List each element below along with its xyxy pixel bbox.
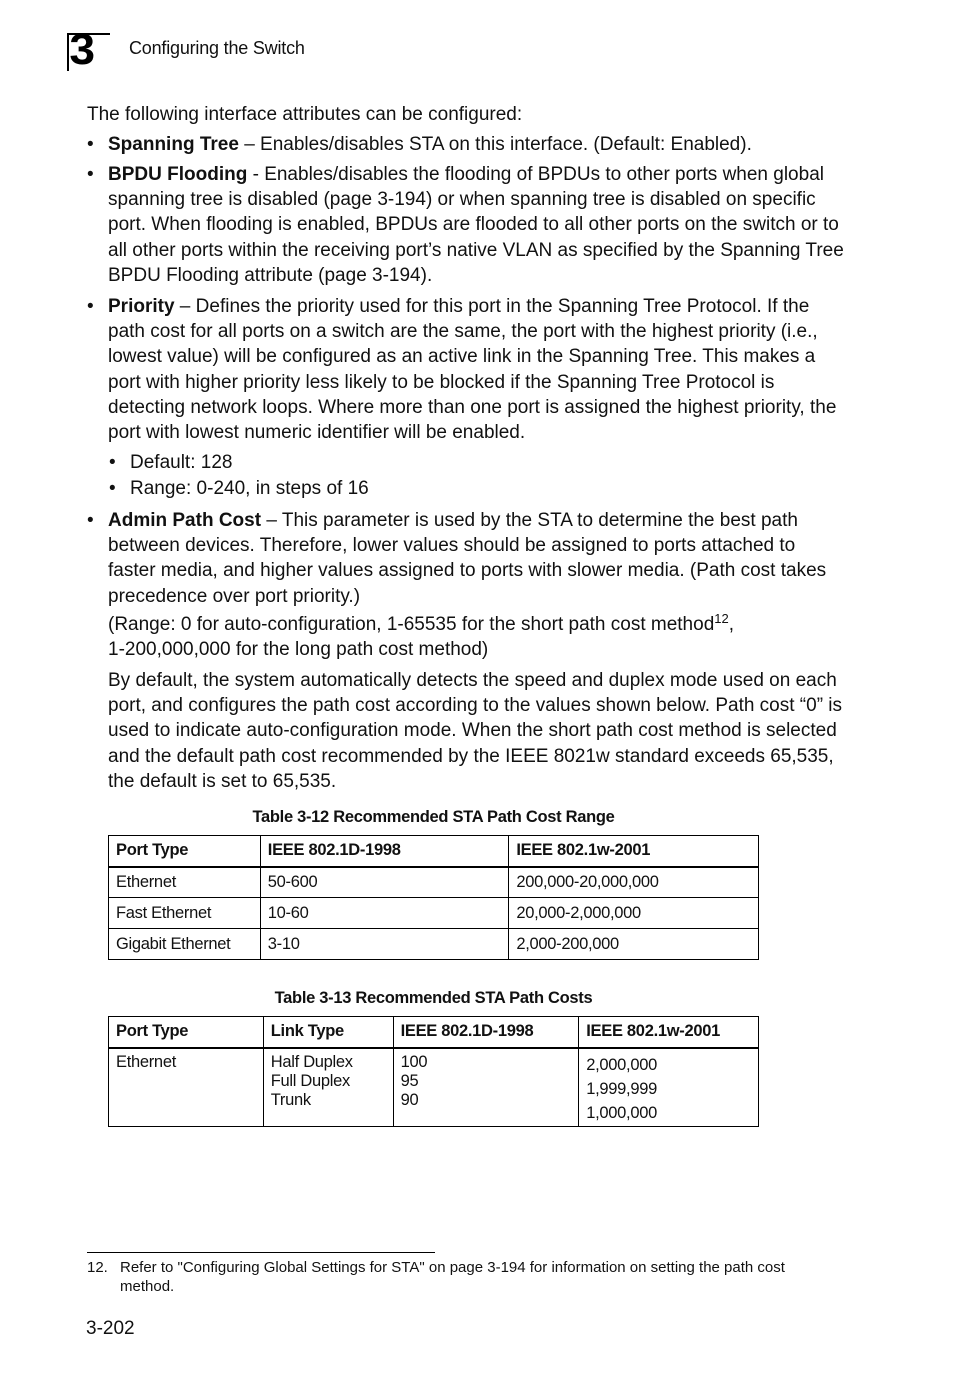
running-title: Configuring the Switch — [129, 38, 305, 58]
intro-text: The following interface attributes can be configured: — [87, 104, 523, 125]
table-header: IEEE 802.1D-1998 — [260, 836, 509, 867]
priority-range: Range: 0-240, in steps of 16 — [130, 478, 369, 499]
ieee-1998-cell: 100 95 90 — [393, 1048, 579, 1127]
admin-path-cost-default: By default, the system automatically detects the speed and duplex mode used on each port, and configures the path cost according to the values shown below. Path cost “0” is used to indicate auto-configuration mode. When the short path cost method is selected and the default path cost recommended by the IEEE 8021w standard exceeds 65,535, the default is set to 65,535. — [108, 670, 843, 792]
bullet-dot: • — [87, 134, 94, 155]
desc-bpdu-flooding: - Enables/disables the flooding of BPDUs to other ports when global spanning tree is disabled (page 3-194) or when spanning tree is disabled on specific port. When flooding is enabled, BPDUs are flooded to all other ports on the switch or to all other ports within the receiving port’s native VLAN as specified by the Spanning Tree BPDU Flooding attribute (page 3-194). — [108, 164, 844, 286]
page-number: 3-202 — [86, 1318, 135, 1339]
table-header: IEEE 802.1w-2001 — [509, 836, 759, 867]
table-3-13-caption: Table 3-13 Recommended STA Path Costs — [274, 989, 593, 1007]
term-spanning-tree: Spanning Tree — [108, 134, 239, 155]
table-header: Port Type — [109, 836, 261, 867]
table-row: Gigabit Ethernet 3-10 2,000-200,000 — [109, 929, 759, 960]
chapter-number: 3 — [69, 25, 96, 74]
table-row: Ethernet Half Duplex Full Duplex Trunk 100 95 90 2,000,000 1,999,999 1,000,000 — [109, 1048, 759, 1127]
table-row: Fast Ethernet 10-60 20,000-2,000,000 — [109, 898, 759, 929]
bullet-dot: • — [87, 164, 94, 185]
table-header: IEEE 802.1w-2001 — [579, 1017, 759, 1048]
table-3-12-caption: Table 3-12 Recommended STA Path Cost Range — [252, 808, 615, 826]
desc-spanning-tree: – Enables/disables STA on this interface. (Default: Enabled). — [238, 134, 752, 155]
footnote-number: 12. — [87, 1259, 108, 1276]
table-header: Port Type — [109, 1017, 264, 1048]
term-bpdu-flooding: BPDU Flooding — [108, 164, 248, 185]
footnote-divider — [87, 1252, 435, 1253]
desc-admin-path-cost: – This parameter is used by the STA to determine the best path between devices. Therefore, lower values should be assigned to ports attached to faster media, and higher values assigned to ports with slower media. (Path cost takes precedence over port priority.) — [108, 510, 827, 607]
table-3-12 — [108, 835, 759, 960]
term-priority: Priority — [108, 296, 175, 317]
ieee-2001-cell: 2,000,000 1,999,999 1,000,000 — [579, 1048, 759, 1127]
table-3-13 — [108, 1016, 759, 1127]
table-header: Link Type — [263, 1017, 393, 1048]
link-type-cell: Half Duplex Full Duplex Trunk — [263, 1048, 393, 1127]
priority-default: Default: 128 — [130, 452, 233, 473]
admin-path-cost-range: (Range: 0 for auto-configuration, 1-65535 for the short path cost method$^{12}$, 1-200,000,000 for the long path cost method) — [108, 611, 735, 661]
table-header: IEEE 802.1D-1998 — [393, 1017, 579, 1048]
footnote-text: Refer to "Configuring Global Settings for STA" on page 3-194 for information on setting the path cost method. — [120, 1259, 785, 1295]
footnote-ref[interactable]: 12 — [714, 611, 729, 626]
term-admin-path-cost: Admin Path Cost — [108, 510, 262, 531]
desc-priority: – Defines the priority used for this port in the Spanning Tree Protocol. If the path cost for all ports on a switch are the same, the port with the highest priority (i.e., lowest value) will be configured as an active link in the Spanning Tree. This makes a port with higher priority less likely to be blocked if the Spanning Tree Protocol is detecting network loops. Where more than one port is assigned the highest priority, the port with lowest numeric identifier will be enabled. — [108, 296, 837, 444]
bullet-dot: • — [87, 296, 94, 317]
table-row: Ethernet 50-600 200,000-20,000,000 — [109, 867, 759, 898]
bullet-dot: • — [87, 510, 94, 531]
